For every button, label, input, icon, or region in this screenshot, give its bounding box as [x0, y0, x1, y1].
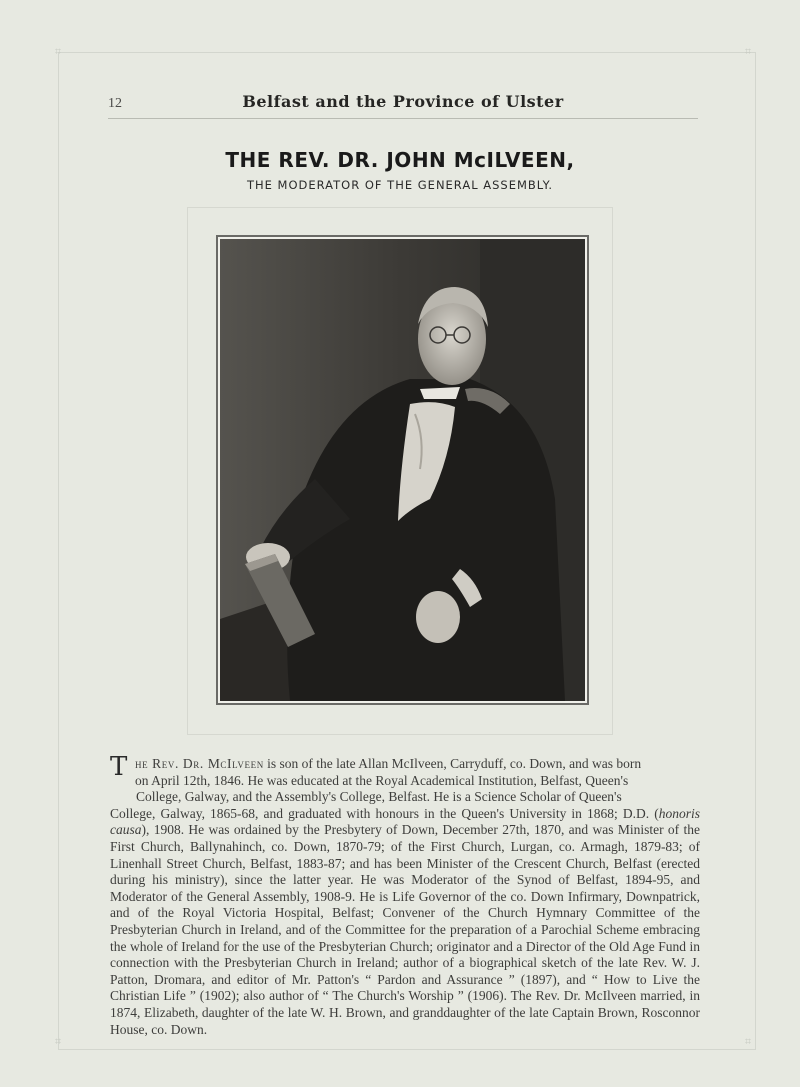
portrait-photograph: [216, 235, 589, 705]
biography-paragraph: The Rev. Dr. McIlveen is son of the late Allan McIlveen, Carryduff, co. Down, and was born on April 12th, 1846. He was educated at the Royal Academical Institution, Belfast, Queen's College, Galway, and the Assembly's College, Belfast. He is a Science Scholar of Queen's College, Galway, 1865-68, and graduated with honours in the Queen's University in 1868; D.D. (honoris causa), 1908. He was ordained by the Presbytery of Down, December 27th, 1870, and was Minister of the First Church, Ballynahinch, co. Down, 1870-79; of the First Church, Lurgan, co. Armagh, 1879-83; of Linenhall Street Church, Belfast, 1883-87; and has been Minister of the Crescent Church, Belfast (erected during his ministry), since the latter year. He was Moderator of the Synod of Belfast, 1894-95, and Moderator of the General Assembly, 1908-9. He is Life Governor of the co. Down Infirmary, Downpatrick, and of the Royal Victoria Hospital, Belfast; Convener of the Church Hymnary Committee of the Presbyterian Church in Ireland, and of the Committee for the preparation of a Parochial Scheme embracing the whole of Ireland for the use of the Presbyterian Church; originator and a Director of the Old Age Fund in connection with the Presbyterian Church in Ireland; author of a biographical sketch of the late Rev. W. J. Patton, Dromara, and editor of Mr. Patton's “ Pardon and Assurance ” (1897), and “ How to Live the Christian Life ” (1902); also author of “ The Church's Worship ” (1906). The Rev. Dr. McIlveen married, in 1874, Elizabeth, daughter of the late W. H. Brown, and granddaughter of the late Captain Brown, Rosconnor House, co. Down.: [110, 752, 701, 1037]
corner-ornament: ⌗: [744, 46, 752, 58]
drop-cap: T: [110, 752, 128, 782]
honoris-causa: honoris causa: [110, 805, 701, 838]
portrait-image: [220, 239, 585, 701]
article-title: THE REV. DR. JOHN McILVEEN,: [225, 148, 575, 172]
biography-text: [110, 752, 701, 1038]
running-head: Belfast and the Province of Ulster: [242, 92, 564, 111]
corner-ornament: ⌗: [54, 1036, 62, 1048]
article-subtitle: THE MODERATOR OF THE GENERAL ASSEMBLY.: [246, 178, 554, 192]
page-header: [108, 88, 698, 119]
corner-ornament: ⌗: [54, 46, 62, 58]
paragraph-part-b: , 1908. He was ordained by the Presbytery of Down, December 27th, 1870, and was Minister of the First Church, Ballynahinch, co. Down, 1870-79; of the First Church, Lurgan, co. Armagh, 1879-83; of Linenhall Street Church, Belfast, 1883-87; and has been Minister of the Crescent Church, Belfast (erected during his ministry), since the latter year. He was Moderator of the Synod of Belfast, 1894-95, and Moderator of the General Assembly, 1908-9. He is Life Governor of the co. Down Infirmary, Downpatrick, and of the Royal Victoria Hospital, Belfast; Convener of the Church Hymnary Committee of the Presbyterian Church in Ireland, and of the Committee for the preparation of a Parochial Scheme embracing the whole of Ireland for the use of the Presbyterian Church; originator and a Director of the Old Age Fund in connection with the Presbyterian Church in Ireland; author of a biographical sketch of the late Rev. W. J. Patton, Dromara, and editor of Mr. Patton's “ Pardon and Assurance ” (1897), and “ How to Live the Christian Life ” (1902); also author of “ The Church's Worship ” (1906). The Rev. Dr. McIlveen married, in 1874, Elizabeth, daughter of the late W. H. Brown, and granddaughter of the late Captain Brown, Rosconnor House, co. Down.: [110, 822, 700, 1037]
line-two: on April 12th, 1846. He was educated at the Royal Academical Institution, Belfast, Queen's: [135, 772, 629, 788]
page-number: 12: [108, 96, 122, 111]
line-one: is son of the late Allan McIlveen, Carryduff, co. Down, and was born: [263, 756, 642, 771]
line-three: College, Galway, and the Assembly's College, Belfast. He is a Science Scholar of Queen's: [136, 789, 622, 805]
corner-ornament: ⌗: [744, 1036, 752, 1048]
lead-smallcaps: he Rev. Dr. McIlveen: [135, 756, 264, 771]
paragraph-part-a: College, Galway, 1865-68, and graduated with honours in the Queen's University in 1868; D.D.: [110, 805, 650, 821]
